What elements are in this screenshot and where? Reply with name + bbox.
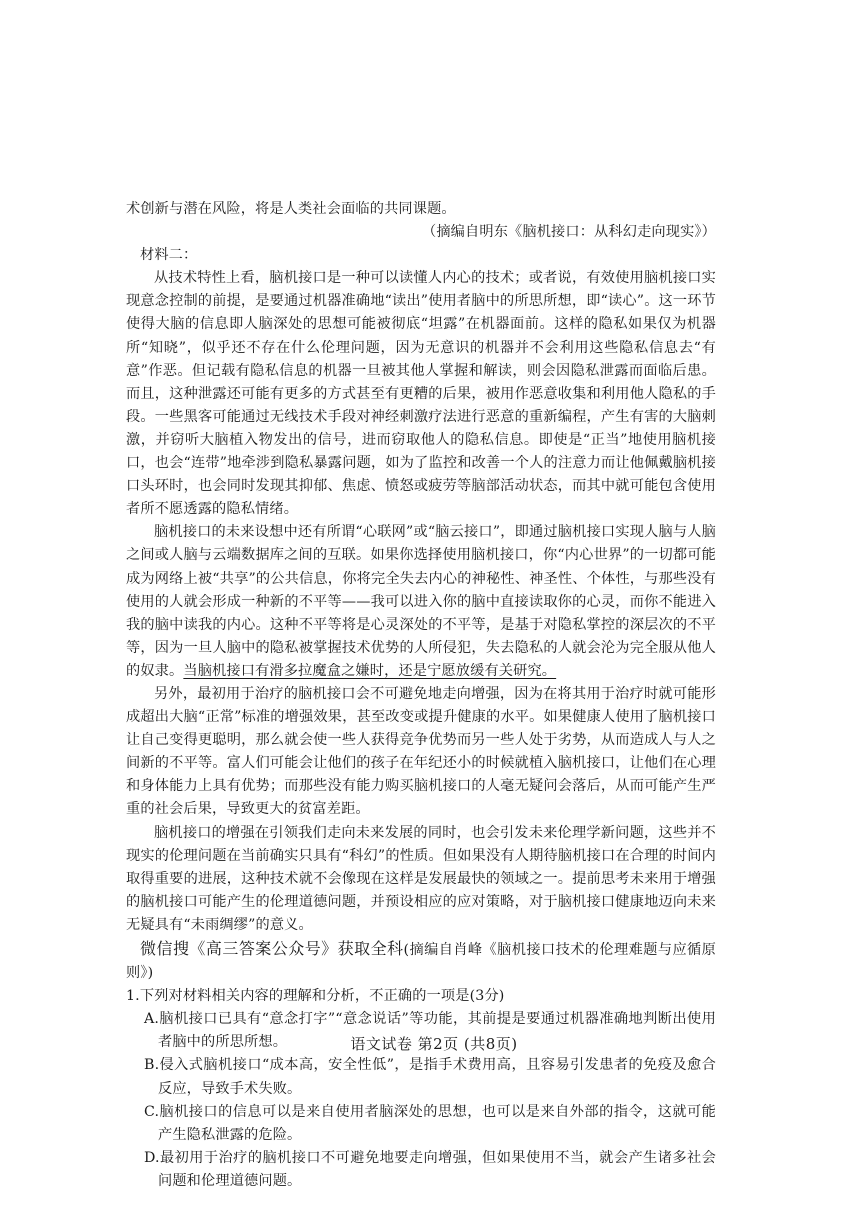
source-citation-2: (摘编自肖峰《脑机接口技术的伦理难题与应循原则》) (126, 942, 717, 982)
option-a: A.脑机接口已具有“意念打字”“意念说话”等功能，其前提是要通过机器准确地判断出使用者脑中的所思所想。 (144, 1011, 716, 1051)
paragraph-4: 脑机接口的增强在引领我们走向未来发展的同时，也会引发未来伦理学新问题，这些并不现实的伦理问题在当前确实只具有“科幻”的性质。但如果没有人期待脑机接口在合理的时间内取得重要的进展，这种技术就不会像现在这样是发展最快的领域之一。提前思考未来用于增强的脑机接口可能产生的伦理道德问题，并预设相应的应对策略，对于脑机接口健康地迈向未来无疑具有“未雨绸缪”的意义。 (126, 824, 716, 933)
page-footer: 语文试卷 第2页 (共8页) (350, 1035, 518, 1053)
option-c: C.脑机接口的信息可以是来自使用者脑深处的思想，也可以是来自外部的指令，这就可能产生隐私泄露的危险。 (144, 1103, 716, 1143)
source-line-2 (126, 937, 716, 985)
option-b: B.侵入式脑机接口“成本高，安全性低”，是指手术费用高，且容易引发患者的免疫及愈合反应，导致手术失败。 (144, 1057, 716, 1097)
paragraph-3: 另外，最初用于治疗的脑机接口会不可避免地走向增强，因为在将其用于治疗时就可能形成超出大脑“正常”标准的增强效果，甚至改变或提升健康的水平。如果健康人使用了脑机接口让自己变得更聪明，那么就会使一些人获得竞争优势而另一些人处于劣势，从而造成人与人之间新的不平等。富人们可能会让他们的孩子在年纪还小的时候就植入脑机接口，让他们在心理和身体能力上具有优势；而那些没有能力购买脑机接口的人毫无疑问会落后，从而可能产生严重的社会后果，导致更大的贫富差距。 (126, 685, 716, 818)
paragraph-1: 从技术特性上看，脑机接口是一种可以读懂人内心的技术；或者说，有效使用脑机接口实现意念控制的前提，是要通过机器准确地“读出”使用者脑中的所思所想，即“读心”。这一环节使得大脑的信息即人脑深处的思想可能被彻底“坦露”在机器面前。这样的隐私如果仅为机器所“知晓”，似乎还不存在什么伦理问题，因为无意识的机器并不会利用这些隐私信息去“有意”作恶。但记载有隐私信息的机器一旦被其他人掌握和解读，则会因隐私泄露而面临后患。而且，这种泄露还可能有更多的方式甚至有更糟的后果，被用作恶意收集和利用他人隐私的手段。一些黑客可能通过无线技术手段对神经刺激疗法进行恶意的重新编程，产生有害的大脑刺激，并窃听大脑植入物发出的信号，进而窃取他人的隐私信息。即使是“正当”地使用脑机接口，也会“连带”地牵涉到隐私暴露问题，如为了监控和改善一个人的注意力而让他佩戴脑机接口头环时，也会同时发现其抑郁、焦虑、愤怒或疲劳等脑部活动状态，而其中就可能包含使用者所不愿透露的隐私情绪。 (126, 270, 716, 518)
material-2-title: 材料二： (140, 247, 198, 264)
paragraph-2-underlined-text: 当脑机接口有滑多拉魔盒之嫌时，还是宁愿放缓有关研究。 (183, 662, 557, 679)
paragraph-2-main-text: 脑机接口的未来设想中还有所谓“心联网”或“脑云接口”，即通过脑机接口实现人脑与人脑之间或人脑与云端数据库之间的互联。如果你选择使用脑机接口，你“内心世界”的一切都可能成为网络上被“共享”的公共信息，你将完全失去内心的神秘性、神圣性、个体性，与那些没有使用的人就会形成一种新的不平等——我可以进入你的脑中直接读取你的心灵，而你不能进入我的脑中读我的内心。这种不平等将是心灵深处的不平等，是基于对隐私掌控的深层次的不平等，因为一旦人脑中的隐私被掌握技术优势的人所侵犯，失去隐私的人就会沦为完全服从他人的奴隶。 (126, 524, 716, 679)
source-citation-1: （摘编自明东《脑机接口：从科幻走向现实》） (422, 224, 716, 241)
opening-line: 术创新与潜在风险，将是人类社会面临的共同课题。 (126, 201, 456, 217)
option-d: D.最初用于治疗的脑机接口不可避免地要走向增强，但如果使用不当，就会产生诸多社会问题和伦理道德问题。 (144, 1149, 716, 1189)
question-stem: 1.下列对材料相关内容的理解和分析，不正确的一项是(3分) (126, 988, 505, 1005)
paragraph-2 (126, 521, 716, 683)
wechat-note: 微信搜《高三答案公众号》获取全科 (140, 939, 404, 958)
